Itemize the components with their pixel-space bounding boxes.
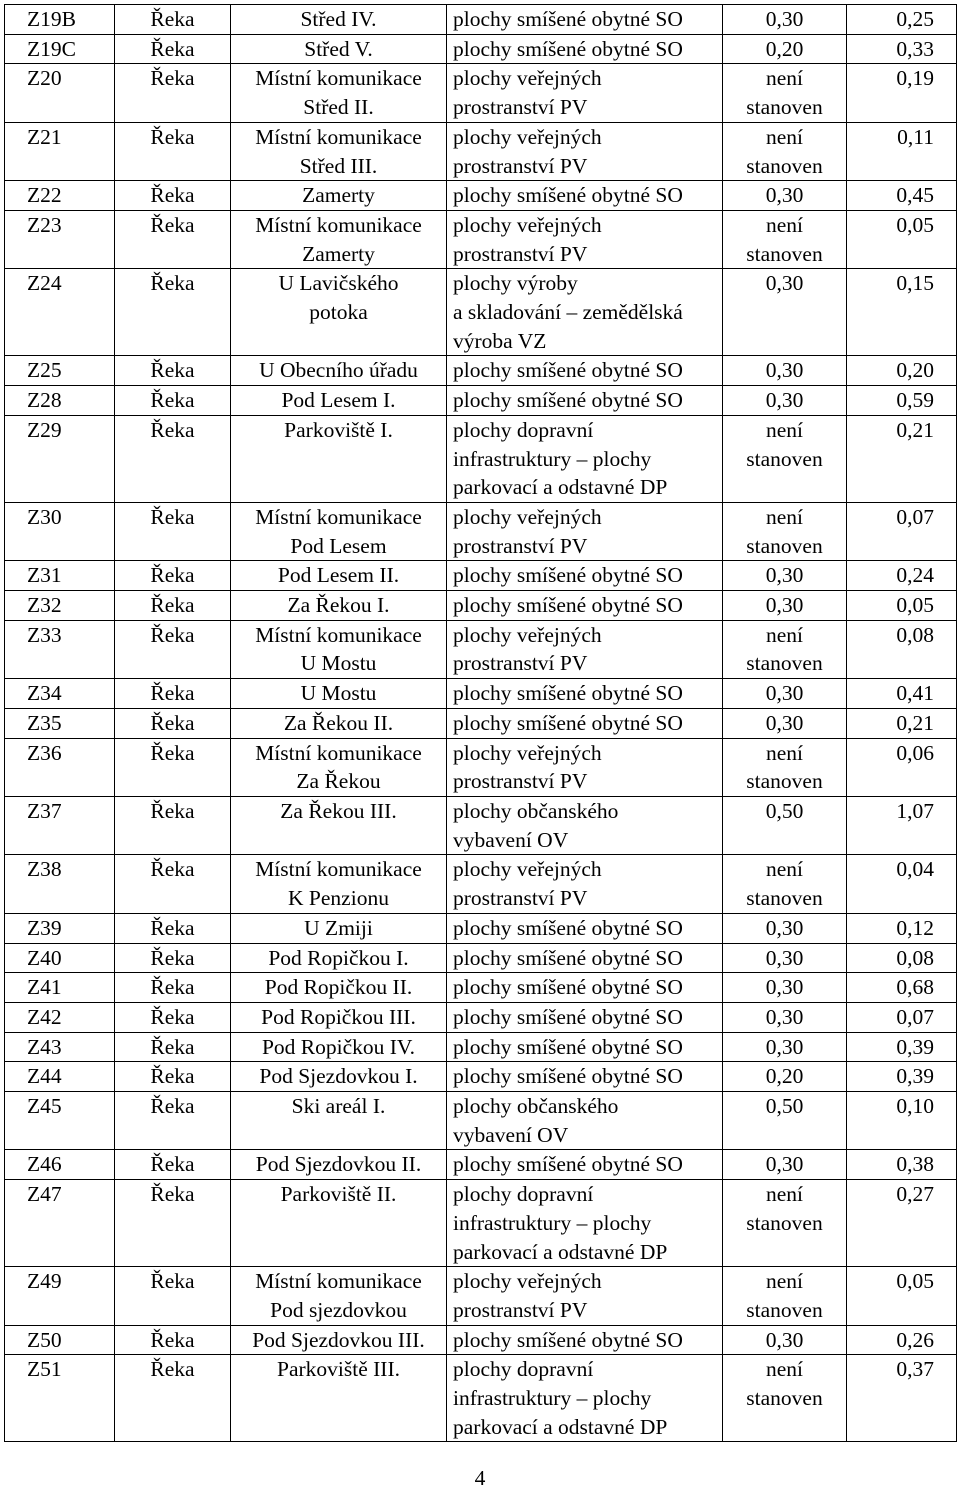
cadastral-area-cell: Řeka	[115, 356, 231, 386]
table-row	[5, 679, 957, 709]
table-row	[5, 1150, 957, 1180]
table-row	[5, 1267, 957, 1325]
cadastral-area-cell: Řeka	[115, 591, 231, 621]
land-use-cell: plochy smíšené obytné SO	[447, 386, 723, 416]
land-use-cell: plochy smíšené obytné SO	[447, 913, 723, 943]
area-ha-cell: 0,10	[847, 1092, 957, 1150]
cadastral-area-cell: Řeka	[115, 181, 231, 211]
cadastral-area-cell: Řeka	[115, 1062, 231, 1092]
table-row	[5, 591, 957, 621]
area-ha-cell: 0,05	[847, 210, 957, 268]
table-row	[5, 1092, 957, 1150]
coefficient-cell: není stanoven	[723, 620, 847, 678]
zone-name-cell: Pod Ropičkou I.	[231, 943, 447, 973]
cadastral-area-cell: Řeka	[115, 855, 231, 913]
land-use-cell: plochy veřejných prostranství PV	[447, 738, 723, 796]
zone-code-cell: Z24	[5, 269, 115, 356]
zone-name-cell: U Zmiji	[231, 913, 447, 943]
zone-code-cell: Z47	[5, 1180, 115, 1267]
zone-code-cell: Z46	[5, 1150, 115, 1180]
cadastral-area-cell: Řeka	[115, 1355, 231, 1442]
area-ha-cell: 0,06	[847, 738, 957, 796]
coefficient-cell: 0,30	[723, 561, 847, 591]
zone-name-cell: Za Řekou II.	[231, 708, 447, 738]
cadastral-area-cell: Řeka	[115, 708, 231, 738]
zone-code-cell: Z25	[5, 356, 115, 386]
cadastral-area-cell: Řeka	[115, 1032, 231, 1062]
zone-name-cell: Střed V.	[231, 34, 447, 64]
zoning-table	[4, 4, 957, 1442]
zone-name-cell: U Mostu	[231, 679, 447, 709]
zone-code-cell: Z43	[5, 1032, 115, 1062]
zone-code-cell: Z38	[5, 855, 115, 913]
cadastral-area-cell: Řeka	[115, 973, 231, 1003]
zone-name-cell: Pod Sjezdovkou III.	[231, 1325, 447, 1355]
area-ha-cell: 0,19	[847, 64, 957, 122]
cadastral-area-cell: Řeka	[115, 620, 231, 678]
cadastral-area-cell: Řeka	[115, 561, 231, 591]
table-row	[5, 1180, 957, 1267]
cadastral-area-cell: Řeka	[115, 1267, 231, 1325]
table-row	[5, 269, 957, 356]
table-row	[5, 210, 957, 268]
area-ha-cell: 0,08	[847, 620, 957, 678]
area-ha-cell: 0,41	[847, 679, 957, 709]
land-use-cell: plochy občanského vybavení OV	[447, 796, 723, 854]
table-row	[5, 708, 957, 738]
coefficient-cell: 0,50	[723, 796, 847, 854]
cadastral-area-cell: Řeka	[115, 1150, 231, 1180]
cadastral-area-cell: Řeka	[115, 796, 231, 854]
area-ha-cell: 0,07	[847, 502, 957, 560]
coefficient-cell: není stanoven	[723, 855, 847, 913]
zone-name-cell: Místní komunikace Zamerty	[231, 210, 447, 268]
zone-code-cell: Z32	[5, 591, 115, 621]
table-row	[5, 943, 957, 973]
land-use-cell: plochy smíšené obytné SO	[447, 708, 723, 738]
cadastral-area-cell: Řeka	[115, 1092, 231, 1150]
cadastral-area-cell: Řeka	[115, 502, 231, 560]
table-row	[5, 973, 957, 1003]
zone-code-cell: Z41	[5, 973, 115, 1003]
zone-code-cell: Z22	[5, 181, 115, 211]
table-row	[5, 5, 957, 35]
zone-code-cell: Z30	[5, 502, 115, 560]
cadastral-area-cell: Řeka	[115, 679, 231, 709]
zone-code-cell: Z19C	[5, 34, 115, 64]
zone-name-cell: Místní komunikace Střed II.	[231, 64, 447, 122]
coefficient-cell: 0,30	[723, 708, 847, 738]
table-row	[5, 502, 957, 560]
zone-code-cell: Z39	[5, 913, 115, 943]
zone-name-cell: Parkoviště II.	[231, 1180, 447, 1267]
land-use-cell: plochy veřejných prostranství PV	[447, 210, 723, 268]
table-row	[5, 855, 957, 913]
area-ha-cell: 0,15	[847, 269, 957, 356]
zone-name-cell: Pod Lesem II.	[231, 561, 447, 591]
coefficient-cell: 0,30	[723, 386, 847, 416]
coefficient-cell: není stanoven	[723, 210, 847, 268]
table-row	[5, 1032, 957, 1062]
land-use-cell: plochy veřejných prostranství PV	[447, 122, 723, 180]
cadastral-area-cell: Řeka	[115, 1002, 231, 1032]
coefficient-cell: 0,30	[723, 269, 847, 356]
zone-name-cell: Místní komunikace Pod Lesem	[231, 502, 447, 560]
zone-name-cell: Pod Sjezdovkou I.	[231, 1062, 447, 1092]
land-use-cell: plochy smíšené obytné SO	[447, 1002, 723, 1032]
coefficient-cell: 0,30	[723, 1032, 847, 1062]
area-ha-cell: 0,20	[847, 356, 957, 386]
zone-name-cell: Střed IV.	[231, 5, 447, 35]
zone-code-cell: Z49	[5, 1267, 115, 1325]
zone-code-cell: Z42	[5, 1002, 115, 1032]
area-ha-cell: 0,05	[847, 591, 957, 621]
area-ha-cell: 0,24	[847, 561, 957, 591]
coefficient-cell: není stanoven	[723, 738, 847, 796]
table-row	[5, 1325, 957, 1355]
area-ha-cell: 0,08	[847, 943, 957, 973]
zone-name-cell: U Obecního úřadu	[231, 356, 447, 386]
zone-name-cell: Pod Ropičkou IV.	[231, 1032, 447, 1062]
table-row	[5, 386, 957, 416]
zone-code-cell: Z31	[5, 561, 115, 591]
land-use-cell: plochy smíšené obytné SO	[447, 943, 723, 973]
area-ha-cell: 0,39	[847, 1062, 957, 1092]
table-row	[5, 1002, 957, 1032]
cadastral-area-cell: Řeka	[115, 913, 231, 943]
area-ha-cell: 0,11	[847, 122, 957, 180]
table-row	[5, 1355, 957, 1442]
land-use-cell: plochy občanského vybavení OV	[447, 1092, 723, 1150]
area-ha-cell: 0,38	[847, 1150, 957, 1180]
zone-code-cell: Z37	[5, 796, 115, 854]
area-ha-cell: 0,07	[847, 1002, 957, 1032]
table-row	[5, 620, 957, 678]
land-use-cell: plochy veřejných prostranství PV	[447, 1267, 723, 1325]
zone-code-cell: Z33	[5, 620, 115, 678]
table-row	[5, 415, 957, 502]
land-use-cell: plochy výroby a skladování – zemědělská výroba VZ	[447, 269, 723, 356]
land-use-cell: plochy smíšené obytné SO	[447, 973, 723, 1003]
zone-code-cell: Z20	[5, 64, 115, 122]
table-body	[5, 5, 957, 1442]
land-use-cell: plochy smíšené obytné SO	[447, 561, 723, 591]
coefficient-cell: 0,30	[723, 1325, 847, 1355]
coefficient-cell: 0,30	[723, 679, 847, 709]
zone-code-cell: Z21	[5, 122, 115, 180]
table-row	[5, 64, 957, 122]
land-use-cell: plochy smíšené obytné SO	[447, 679, 723, 709]
area-ha-cell: 0,39	[847, 1032, 957, 1062]
coefficient-cell: 0,30	[723, 5, 847, 35]
zone-name-cell: Za Řekou I.	[231, 591, 447, 621]
zone-name-cell: Ski areál I.	[231, 1092, 447, 1150]
coefficient-cell: není stanoven	[723, 1267, 847, 1325]
area-ha-cell: 0,25	[847, 5, 957, 35]
cadastral-area-cell: Řeka	[115, 1325, 231, 1355]
coefficient-cell: není stanoven	[723, 415, 847, 502]
table-row	[5, 738, 957, 796]
cadastral-area-cell: Řeka	[115, 210, 231, 268]
land-use-cell: plochy smíšené obytné SO	[447, 591, 723, 621]
zone-name-cell: Pod Sjezdovkou II.	[231, 1150, 447, 1180]
land-use-cell: plochy smíšené obytné SO	[447, 1032, 723, 1062]
land-use-cell: plochy smíšené obytné SO	[447, 1062, 723, 1092]
page-number: 4	[474, 1466, 486, 1490]
zone-name-cell: Místní komunikace Za Řekou	[231, 738, 447, 796]
coefficient-cell: 0,30	[723, 356, 847, 386]
area-ha-cell: 0,26	[847, 1325, 957, 1355]
land-use-cell: plochy veřejných prostranství PV	[447, 64, 723, 122]
coefficient-cell: 0,30	[723, 1150, 847, 1180]
zone-name-cell: Za Řekou III.	[231, 796, 447, 854]
zone-name-cell: U Lavičského potoka	[231, 269, 447, 356]
zone-name-cell: Místní komunikace Střed III.	[231, 122, 447, 180]
coefficient-cell: není stanoven	[723, 1180, 847, 1267]
zone-name-cell: Pod Ropičkou III.	[231, 1002, 447, 1032]
cadastral-area-cell: Řeka	[115, 34, 231, 64]
zone-name-cell: Parkoviště I.	[231, 415, 447, 502]
zone-code-cell: Z44	[5, 1062, 115, 1092]
land-use-cell: plochy smíšené obytné SO	[447, 356, 723, 386]
zone-code-cell: Z19B	[5, 5, 115, 35]
cadastral-area-cell: Řeka	[115, 415, 231, 502]
area-ha-cell: 0,27	[847, 1180, 957, 1267]
land-use-cell: plochy veřejných prostranství PV	[447, 620, 723, 678]
area-ha-cell: 0,21	[847, 415, 957, 502]
cadastral-area-cell: Řeka	[115, 5, 231, 35]
zone-name-cell: Místní komunikace U Mostu	[231, 620, 447, 678]
land-use-cell: plochy smíšené obytné SO	[447, 34, 723, 64]
zone-name-cell: Místní komunikace K Penzionu	[231, 855, 447, 913]
area-ha-cell: 0,12	[847, 913, 957, 943]
table-row	[5, 181, 957, 211]
coefficient-cell: 0,30	[723, 973, 847, 1003]
zone-code-cell: Z34	[5, 679, 115, 709]
land-use-cell: plochy smíšené obytné SO	[447, 5, 723, 35]
area-ha-cell: 0,33	[847, 34, 957, 64]
area-ha-cell: 0,59	[847, 386, 957, 416]
table-row	[5, 122, 957, 180]
area-ha-cell: 0,45	[847, 181, 957, 211]
zone-code-cell: Z35	[5, 708, 115, 738]
cadastral-area-cell: Řeka	[115, 122, 231, 180]
zone-code-cell: Z51	[5, 1355, 115, 1442]
coefficient-cell: 0,20	[723, 1062, 847, 1092]
area-ha-cell: 0,05	[847, 1267, 957, 1325]
area-ha-cell: 0,68	[847, 973, 957, 1003]
cadastral-area-cell: Řeka	[115, 943, 231, 973]
area-ha-cell: 0,37	[847, 1355, 957, 1442]
zone-name-cell: Parkoviště III.	[231, 1355, 447, 1442]
table-row	[5, 796, 957, 854]
land-use-cell: plochy smíšené obytné SO	[447, 1325, 723, 1355]
area-ha-cell: 0,04	[847, 855, 957, 913]
land-use-cell: plochy veřejných prostranství PV	[447, 502, 723, 560]
table-row	[5, 1062, 957, 1092]
coefficient-cell: 0,30	[723, 913, 847, 943]
coefficient-cell: není stanoven	[723, 502, 847, 560]
coefficient-cell: 0,30	[723, 591, 847, 621]
coefficient-cell: 0,20	[723, 34, 847, 64]
land-use-cell: plochy veřejných prostranství PV	[447, 855, 723, 913]
table-row	[5, 561, 957, 591]
zone-code-cell: Z50	[5, 1325, 115, 1355]
land-use-cell: plochy dopravní infrastruktury – plochy parkovací a odstavné DP	[447, 1180, 723, 1267]
zone-code-cell: Z28	[5, 386, 115, 416]
coefficient-cell: 0,30	[723, 181, 847, 211]
coefficient-cell: 0,30	[723, 943, 847, 973]
cadastral-area-cell: Řeka	[115, 269, 231, 356]
zone-code-cell: Z23	[5, 210, 115, 268]
cadastral-area-cell: Řeka	[115, 386, 231, 416]
area-ha-cell: 1,07	[847, 796, 957, 854]
cadastral-area-cell: Řeka	[115, 738, 231, 796]
zone-name-cell: Pod Lesem I.	[231, 386, 447, 416]
land-use-cell: plochy smíšené obytné SO	[447, 1150, 723, 1180]
cadastral-area-cell: Řeka	[115, 1180, 231, 1267]
zone-name-cell: Místní komunikace Pod sjezdovkou	[231, 1267, 447, 1325]
zone-name-cell: Zamerty	[231, 181, 447, 211]
table-row	[5, 356, 957, 386]
coefficient-cell: není stanoven	[723, 122, 847, 180]
cadastral-area-cell: Řeka	[115, 64, 231, 122]
zone-code-cell: Z36	[5, 738, 115, 796]
zone-code-cell: Z29	[5, 415, 115, 502]
zone-code-cell: Z45	[5, 1092, 115, 1150]
land-use-cell: plochy dopravní infrastruktury – plochy parkovací a odstavné DP	[447, 415, 723, 502]
land-use-cell: plochy dopravní infrastruktury – plochy parkovací a odstavné DP	[447, 1355, 723, 1442]
coefficient-cell: není stanoven	[723, 1355, 847, 1442]
coefficient-cell: 0,30	[723, 1002, 847, 1032]
area-ha-cell: 0,21	[847, 708, 957, 738]
coefficient-cell: 0,50	[723, 1092, 847, 1150]
land-use-cell: plochy smíšené obytné SO	[447, 181, 723, 211]
table-row	[5, 34, 957, 64]
table-row	[5, 913, 957, 943]
coefficient-cell: není stanoven	[723, 64, 847, 122]
zone-name-cell: Pod Ropičkou II.	[231, 973, 447, 1003]
zone-code-cell: Z40	[5, 943, 115, 973]
